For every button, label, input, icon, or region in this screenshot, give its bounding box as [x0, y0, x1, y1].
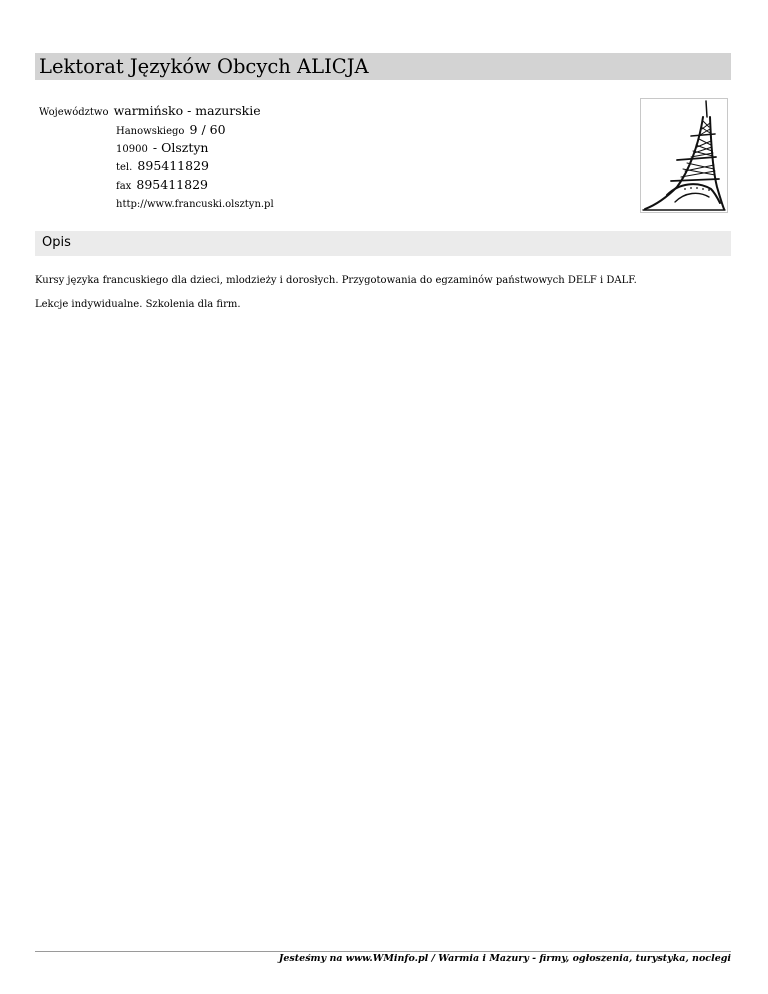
street-label: Hanowskiego [116, 126, 185, 137]
title-bar [35, 53, 731, 80]
region-value: warmińsko - mazurskie [113, 103, 261, 118]
footer-text: Jesteśmy na www.WMinfo.pl / Warmia i Mazury - firmy, ogłoszenia, turystyka, noclegi [278, 953, 731, 964]
tel-value: 895411829 [137, 158, 209, 173]
fax-value: 895411829 [136, 177, 208, 192]
city-name: - Olsztyn [152, 140, 209, 155]
fax-label: fax [116, 181, 132, 192]
logo-image [640, 98, 728, 213]
street-row [116, 121, 226, 140]
region-row [39, 102, 261, 121]
website-link[interactable]: http://www.francuski.olsztyn.pl [116, 199, 274, 210]
description-heading: Opis [42, 235, 71, 250]
description-header [35, 231, 731, 256]
description-paragraph: Kursy języka francuskiego dla dzieci, mlodzieży i dorosłych. Przygotowania do egzaminów państwowych DELF i DALF. [35, 275, 637, 286]
city-row [116, 139, 209, 158]
postal-code: 10900 [116, 144, 148, 155]
footer-divider [35, 951, 731, 952]
page-title: Lektorat Języków Obcych ALICJA [39, 55, 369, 78]
website-row [116, 194, 274, 213]
region-label: Województwo [39, 107, 109, 118]
fax-row [116, 176, 208, 195]
street-number: 9 / 60 [189, 122, 226, 137]
eiffel-tower-icon [641, 99, 727, 212]
tel-label: tel. [116, 162, 133, 173]
description-paragraph: Lekcje indywidualne. Szkolenia dla firm. [35, 299, 241, 310]
tel-row [116, 157, 209, 176]
